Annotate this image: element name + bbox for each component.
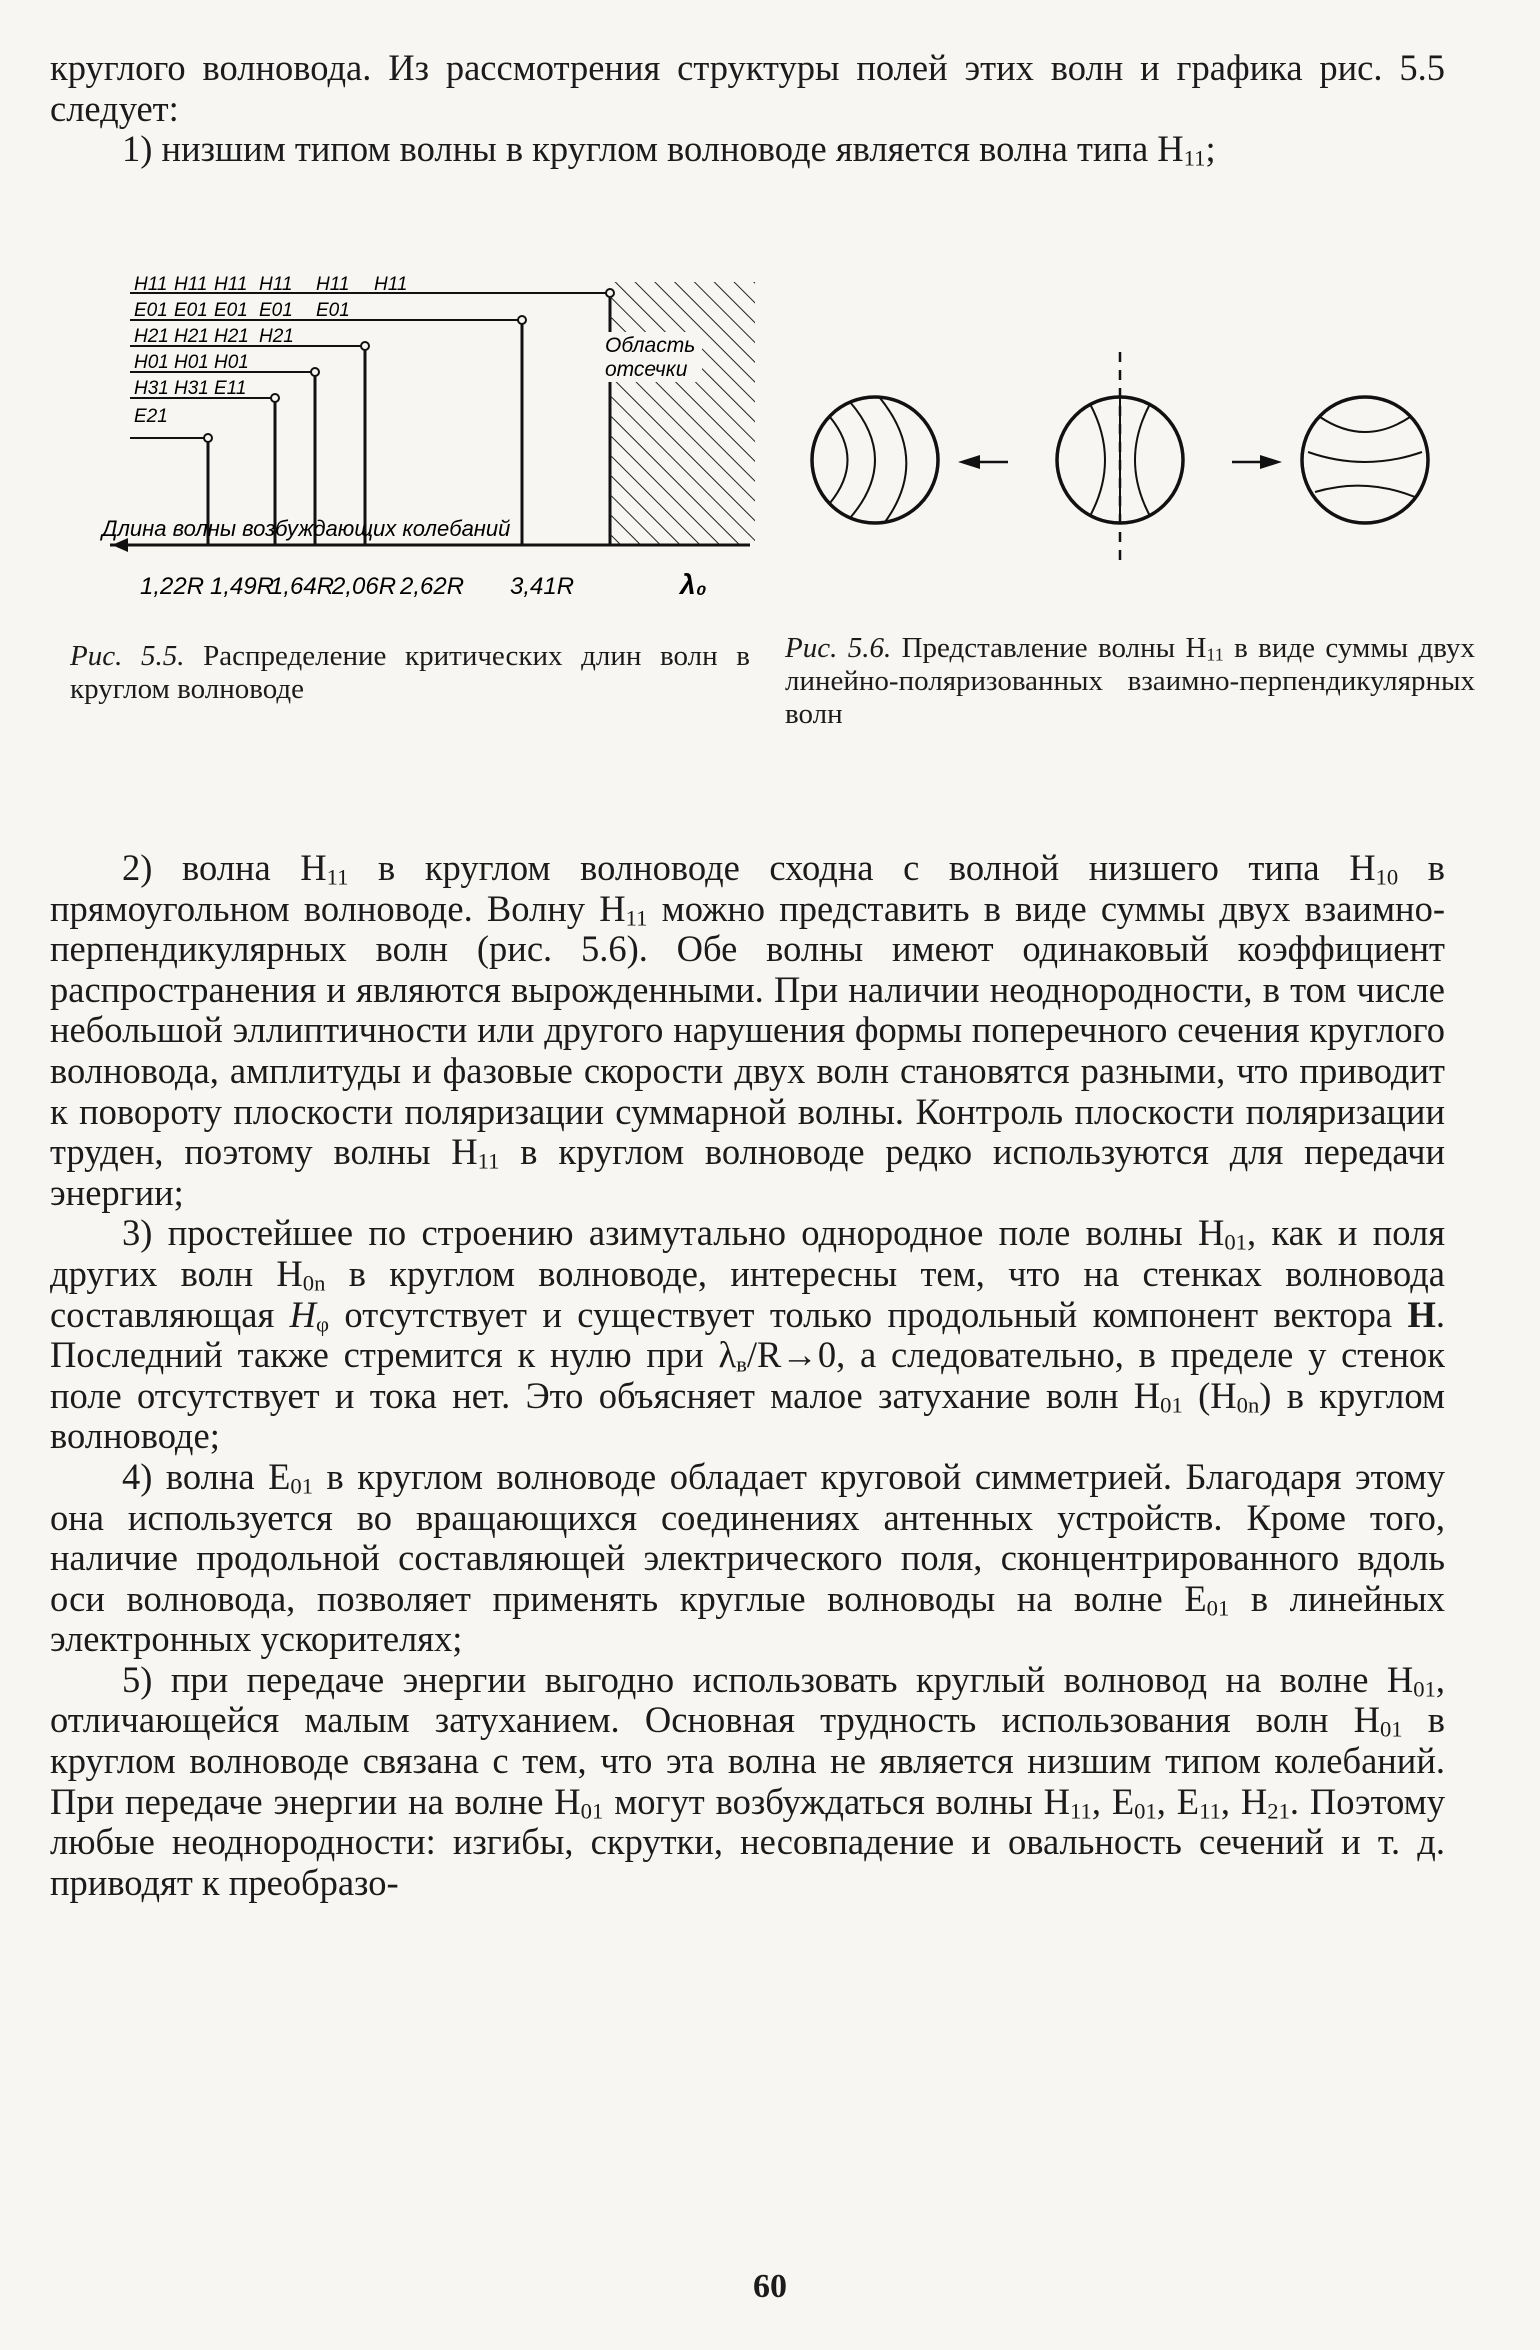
tick-label-2: 1,49R [210, 573, 275, 600]
p3-b: , как и поля других волн H [50, 1212, 1446, 1294]
field-line-center-1 [1090, 404, 1105, 516]
p2-s4: 11 [477, 1148, 500, 1174]
figure-5-6-caption [785, 632, 1475, 731]
wave-label-2-4: E01 [259, 300, 293, 321]
p5-s6: 11 [1199, 1798, 1221, 1824]
wave-label-6-1: E21 [134, 406, 168, 427]
field-line-right-1 [1320, 417, 1410, 432]
cutoff-region-label-2: отсечки [605, 358, 688, 381]
wave-label-3-2: H21 [174, 326, 209, 347]
wave-label-3-1: H21 [134, 326, 169, 347]
wave-label-1-1: H11 [134, 274, 168, 295]
tick-label-1: 1,22R [140, 573, 205, 600]
p2-s1: 11 [326, 864, 349, 890]
p4-s1: 01 [290, 1473, 314, 1499]
p5-s4: 11 [1070, 1798, 1092, 1824]
p5-s5: 01 [1134, 1798, 1157, 1824]
intro-text: круглого волновода. Из рассмотрения структуры полей этих волн и графика рис. 5.5 следует: [50, 47, 1445, 129]
p2-a: 2) волна H [122, 847, 327, 888]
p3-d: отсутствует и существует только продольный компонент вектора [329, 1293, 1408, 1335]
item-5-paragraph [50, 1660, 1445, 1904]
page-number: 60 [753, 2268, 787, 2305]
tick-label-3: 1,64R [270, 573, 335, 600]
tick-label-4: 2,06R [332, 573, 397, 600]
wave-label-1-6: H11 [374, 274, 408, 295]
wave-label-2-5: E01 [316, 300, 350, 321]
p5-d: могут возбуждаться волны H [603, 1780, 1071, 1822]
main-text-block [50, 848, 1445, 1903]
item-1-sub: 11 [1183, 145, 1206, 171]
item-4-paragraph [50, 1457, 1445, 1660]
axis-label: Длина волны возбуждающих колебаний [102, 516, 511, 541]
p5-b: , отличающейся малым затуханием. Основная трудность использования волн H [50, 1658, 1445, 1741]
wave-label-1-4: H11 [259, 274, 293, 295]
p2-d: можно представить в виде суммы двух взаимно-перпендикулярных волн (рис. 5.6). Обе волны имеют одинаковый коэффициент распространения и являются вырожденными. При наличии неоднородности, в том числе небольшой эллиптичности или другого нарушения формы поперечного сечения круглого волновода, амплитуды и фазовые скорости двух волн становятся разными, что приводит к повороту плоскости поляризации суммарной волны. Контроль плоскости поляризации труден, поэтому волны H [50, 887, 1445, 1173]
p3-f: /R→0, а следовательно, в пределе у стенок поле отсутствует и тока нет. Это объясняет малое затухание волн H [50, 1334, 1445, 1416]
p3-c: в круглом волноводе, интересны тем, что на стенках волновода составляющая [50, 1252, 1445, 1335]
wave-label-2-1: E01 [134, 300, 168, 321]
figure-5-5-diagram [70, 272, 770, 632]
item-1-paragraph [50, 129, 1445, 170]
p3-h: ) в круглом волноводе; [50, 1374, 1445, 1457]
field-line-left-2 [850, 402, 875, 518]
critical-point-5 [271, 394, 279, 402]
p2-e: в круглом волноводе редко используются для передачи энергии; [50, 1131, 1446, 1213]
p4-b: в круглом волноводе обладает круговой симметрией. Благодаря этому она используется во вращающихся соединениях антенных устройств. Кроме того, наличие продольной составляющей электрического поля, сконцентрированного вдоль оси волновода, позволяет применять круглые волноводы на волне E [50, 1455, 1445, 1619]
arrow-right [1260, 455, 1282, 469]
field-line-left-3 [880, 398, 906, 522]
figure-5-6-caption-end: в виде суммы двух линейно-поляризованных взаимно-перпендикулярных волн [785, 632, 1475, 730]
p3-s3: в [736, 1351, 747, 1377]
wave-label-2-3: E01 [214, 300, 248, 321]
p3-s2: 0n [302, 1270, 326, 1296]
figures-area [50, 272, 1475, 792]
p5-s3: 01 [580, 1798, 604, 1824]
intro-line [50, 48, 1445, 129]
figure-5-6-caption-text: Представление волны H [901, 632, 1207, 664]
wave-label-1-5: H11 [316, 274, 350, 295]
p3-e: . Последний также стремится к нулю при λ [50, 1293, 1445, 1376]
p4-c: в линейных электронных ускорителях; [50, 1577, 1445, 1660]
p3-vector-h: H [1407, 1293, 1436, 1335]
wave-label-5-2: H31 [174, 378, 209, 399]
p3-s4: 01 [1160, 1392, 1183, 1418]
p3-s1: 01 [1224, 1229, 1247, 1255]
p3-hphi-sub: φ [316, 1311, 330, 1337]
item-2-paragraph [50, 848, 1445, 1213]
arrow-left [958, 455, 980, 469]
p5-g: , H [1220, 1780, 1268, 1822]
item-1-text: 1) низшим типом волны в круглом волноводе является волна типа H [122, 128, 1184, 170]
p5-e: , E [1091, 1780, 1135, 1822]
field-line-center-3 [1135, 404, 1150, 516]
p5-a: 5) при передаче энергии выгодно использовать круглый волновод на волне H [122, 1658, 1414, 1700]
wave-label-2-2: E01 [174, 300, 208, 321]
p3-hphi: H [289, 1293, 316, 1335]
wave-label-3-4: H21 [259, 326, 294, 347]
figure-5-6-diagram [790, 272, 1470, 562]
circle-right [1302, 397, 1428, 523]
p5-s2: 01 [1379, 1716, 1403, 1742]
figure-5-5-caption [70, 640, 750, 706]
wave-label-1-3: H11 [214, 274, 248, 295]
figure-5-6-caption-sub: 11 [1206, 644, 1224, 665]
wave-label-5-1: H31 [134, 378, 169, 399]
wave-label-4-1: H01 [134, 352, 169, 373]
p2-s3: 11 [625, 905, 648, 931]
p2-b: в круглом волноводе сходна с волной низшего типа H [348, 847, 1376, 888]
wave-label-3-3: H21 [214, 326, 249, 347]
critical-point-6 [204, 434, 212, 442]
p5-f: , E [1156, 1780, 1200, 1822]
p2-c: в прямоугольном волноводе. Волну H [50, 847, 1446, 929]
critical-point-4 [311, 368, 319, 376]
p5-s1: 01 [1413, 1676, 1436, 1702]
axis-tick-labels [140, 573, 574, 600]
cutoff-region-hatch [610, 282, 755, 545]
figure-5-5-caption-label: Рис. 5.5. [70, 640, 185, 672]
p5-c: в круглом волноводе связана с тем, что эта волна не является низшим типом колебаний. При передаче энергии на волне H [50, 1699, 1445, 1822]
wave-label-1-2: H11 [174, 274, 208, 295]
field-line-right-3 [1315, 486, 1415, 497]
p4-s2: 01 [1206, 1595, 1230, 1621]
p5-s7: 21 [1267, 1798, 1290, 1824]
figure-5-6-caption-label: Рис. 5.6. [785, 632, 892, 664]
wave-label-4-2: H01 [174, 352, 209, 373]
cutoff-region-label-1: Область [605, 334, 696, 357]
wave-label-5-3: E11 [214, 378, 247, 399]
wave-label-4-3: H01 [214, 352, 249, 373]
critical-point-3 [361, 342, 369, 350]
field-line-left-1 [830, 417, 848, 503]
p2-s2: 10 [1375, 864, 1399, 890]
field-line-right-2 [1308, 452, 1422, 462]
tick-label-5: 2,62R [400, 573, 465, 600]
item-1-end: ; [1205, 128, 1216, 170]
p3-a: 3) простейшее по строению азимутально однородное поле волны H [122, 1212, 1225, 1254]
lambda-label: λ₀ [680, 569, 707, 600]
figure-5-5-caption-text: Распределение критических длин волн в круглом волноводе [70, 640, 750, 705]
top-text-block [50, 48, 1445, 170]
item-3-paragraph [50, 1213, 1445, 1457]
p3-s5: 0n [1236, 1392, 1260, 1418]
tick-label-6: 3,41R [510, 573, 575, 600]
p4-a: 4) волна E [122, 1455, 291, 1497]
critical-point-2 [518, 316, 526, 324]
p5-h: . Поэтому любые неоднородности: изгибы, скрутки, несовпадение и овальность сечений и т. д. приводят к преобразо- [50, 1780, 1446, 1903]
p3-g: (H [1182, 1374, 1237, 1416]
